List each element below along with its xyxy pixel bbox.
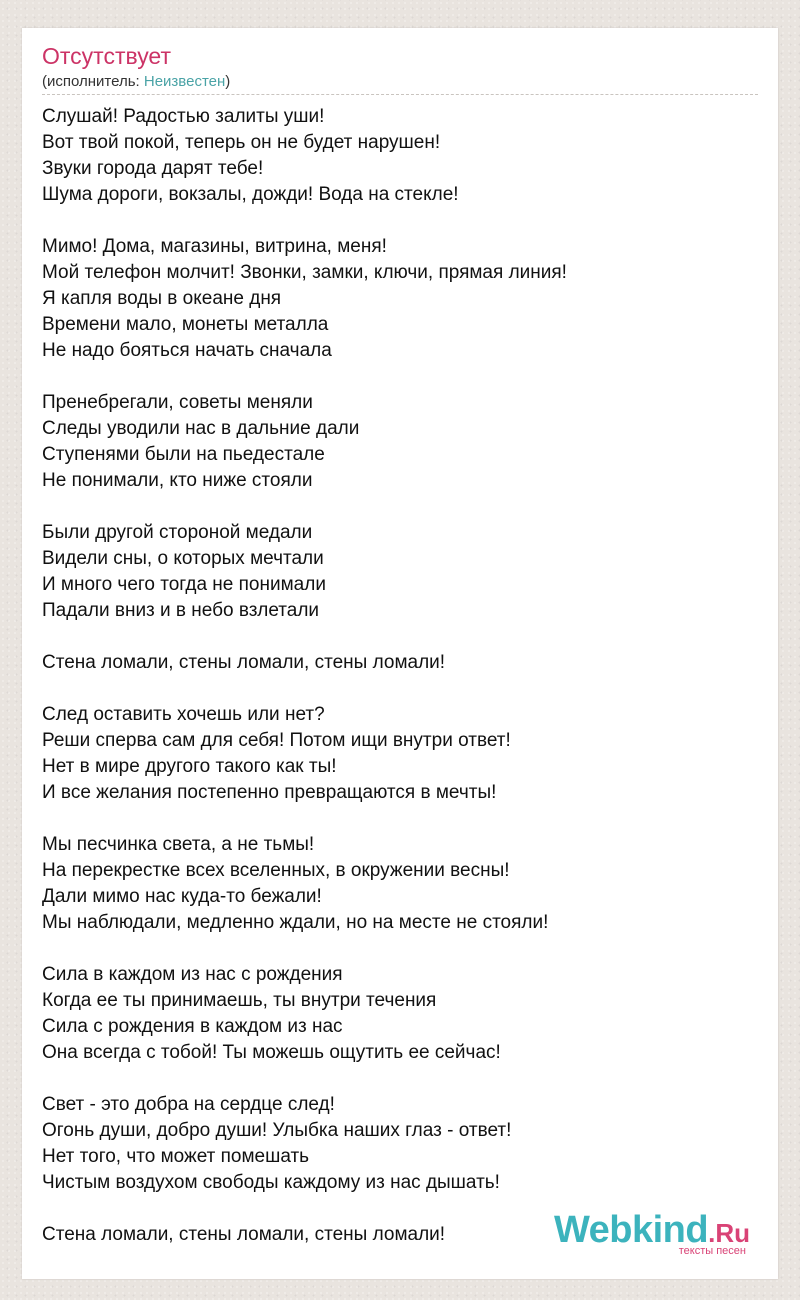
lyric-line: На перекрестке всех вселенных, в окружении весны! bbox=[42, 860, 510, 881]
lyric-line: Когда ее ты принимаешь, ты внутри течения bbox=[42, 990, 437, 1011]
lyric-line: Чистым воздухом свободы каждому из нас дышать! bbox=[42, 1172, 500, 1193]
artist-line bbox=[42, 72, 758, 92]
lyric-line: Мы песчинка света, а не тьмы! bbox=[42, 834, 315, 855]
lyric-line: Я капля воды в океане дня bbox=[42, 288, 282, 309]
site-logo[interactable] bbox=[554, 1211, 750, 1257]
lyrics-stanza bbox=[42, 962, 758, 1066]
lyrics-card bbox=[22, 28, 778, 1279]
lyric-line: Шума дороги, вокзалы, дожди! Вода на стекле! bbox=[42, 184, 459, 205]
lyric-line: Сила в каждом из нас с рождения bbox=[42, 964, 343, 985]
lyric-line: Слушай! Радостью залиты уши! bbox=[42, 106, 325, 127]
lyrics-stanza bbox=[42, 832, 758, 936]
lyric-line: Мой телефон молчит! Звонки, замки, ключи, прямая линия! bbox=[42, 262, 567, 283]
logo-word: Webkind bbox=[553, 1209, 709, 1251]
lyric-line: Следы уводили нас в дальние дали bbox=[42, 418, 360, 439]
song-title: Отсутствует bbox=[42, 43, 171, 69]
artist-link[interactable]: Неизвестен bbox=[143, 73, 226, 90]
lyrics-stanza bbox=[42, 650, 758, 676]
lyric-line: Нет в мире другого такого как ты! bbox=[42, 756, 337, 777]
lyric-line: Дали мимо нас куда-то бежали! bbox=[42, 886, 322, 907]
lyric-line: Огонь души, добро души! Улыбка наших глаз - ответ! bbox=[42, 1120, 512, 1141]
lyric-line: Нет того, что может помешать bbox=[42, 1146, 310, 1167]
lyrics-stanza bbox=[42, 702, 758, 806]
lyric-line: Не надо бояться начать сначала bbox=[42, 340, 332, 361]
lyrics-stanza bbox=[42, 234, 758, 364]
lyric-line: Падали вниз и в небо взлетали bbox=[42, 600, 320, 621]
lyric-line: След оставить хочешь или нет? bbox=[42, 704, 325, 725]
lyric-line: Видели сны, о которых мечтали bbox=[42, 548, 324, 569]
lyric-line: Вот твой покой, теперь он не будет нарушен! bbox=[42, 132, 441, 153]
lyrics-body bbox=[42, 104, 758, 1248]
lyric-line: Времени мало, монеты металла bbox=[42, 314, 329, 335]
lyrics-stanza bbox=[42, 1092, 758, 1196]
lyrics-stanza bbox=[42, 104, 758, 208]
lyric-line: Она всегда с тобой! Ты можешь ощутить ее сейчас! bbox=[42, 1042, 501, 1063]
lyric-line: Были другой стороной медали bbox=[42, 522, 313, 543]
lyric-line: Реши сперва сам для себя! Потом ищи внутри ответ! bbox=[42, 730, 511, 751]
lyric-line: Сила с рождения в каждом из нас bbox=[42, 1016, 343, 1037]
lyric-line: И много чего тогда не понимали bbox=[42, 574, 326, 595]
lyric-line: Ступенями были на пьедестале bbox=[42, 444, 325, 465]
lyric-line: Стена ломали, стены ломали, стены ломали! bbox=[42, 1224, 446, 1245]
lyrics-stanza bbox=[42, 520, 758, 624]
title-divider bbox=[42, 94, 758, 95]
lyric-line: Звуки города дарят тебе! bbox=[42, 158, 264, 179]
lyric-line: И все желания постепенно превращаются в мечты! bbox=[42, 782, 497, 803]
lyric-line: Пренебрегали, советы меняли bbox=[42, 392, 313, 413]
logo-wordmark bbox=[554, 1211, 750, 1249]
artist-suffix: ) bbox=[225, 73, 231, 90]
lyric-line: Свет - это добра на сердце след! bbox=[42, 1094, 335, 1115]
artist-prefix: (исполнитель: bbox=[42, 73, 144, 90]
lyric-line: Стена ломали, стены ломали, стены ломали! bbox=[42, 652, 446, 673]
lyrics-stanza bbox=[42, 390, 758, 494]
lyric-line: Мимо! Дома, магазины, витрина, меня! bbox=[42, 236, 387, 257]
lyric-line: Не понимали, кто ниже стояли bbox=[42, 470, 313, 491]
logo-tld: .Ru bbox=[708, 1218, 750, 1248]
logo-tagline: тексты песен bbox=[678, 1245, 746, 1257]
lyric-line: Мы наблюдали, медленно ждали, но на месте не стояли! bbox=[42, 912, 549, 933]
